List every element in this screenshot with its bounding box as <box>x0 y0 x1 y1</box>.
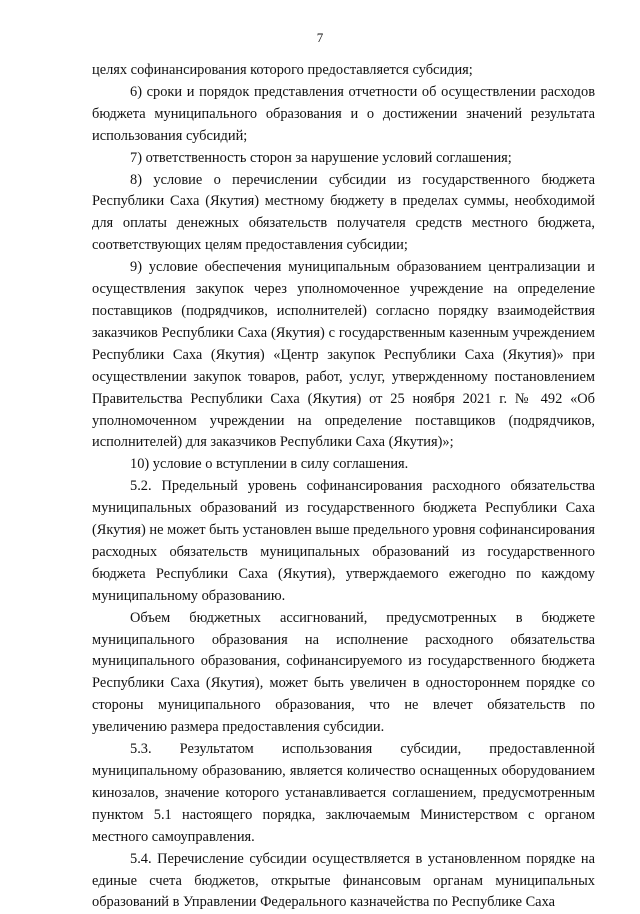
page-number: 7 <box>316 30 324 45</box>
paragraph-1: целях софинансирования которого предоставляется субсидия; <box>92 62 473 78</box>
paragraph-5: 9) условие обеспечения муниципальным образованием централизации и осуществления закупок через уполномоченное учреждение на определение поставщиков (подрядчиков, исполнителей) согласно порядку взаимодействия заказчиков Республики Саха (Якутия) с государственным казенным учреждением Республики Саха (Якутия) «Центр закупок Республики Саха (Якутия)» при осуществлении закупок товаров, работ, услуг, утвержденному постановлением Правительства Республики Саха (Якутия) от 25 ноября 2021 г. № 492 «Об уполномоченном учреждении на определение поставщиков (подрядчиков, исполнителей) для заказчиков Республики Саха (Якутия)»; <box>92 259 595 451</box>
paragraph-3: 7) ответственность сторон за нарушение условий соглашения; <box>130 149 512 166</box>
paragraph-4: 8) условие о перечислении субсидии из государственного бюджета Республики Саха (Якутия) местному бюджету в пределах суммы, необходимой для оплаты денежных обязательств получателя средств местного бюджета, соответствующих целям предоставления субсидии; <box>92 171 595 254</box>
paragraph-9: 5.3. Результатом использования субсидии, предоставленной муниципальному образованию, является количество оснащенных оборудованием кинозалов, значение которого устанавливается соглашением, предусмотренным пунктом 5.1 настоящего порядка, заключаемым Министерством с органом местного самоуправления. <box>92 741 595 845</box>
paragraph-2: 6) сроки и порядок представления отчетности об осуществлении расходов бюджета муниципального образования и о достижении значений результата использования субсидий; <box>92 83 595 144</box>
paragraph-10: 5.4. Перечисление субсидии осуществляется в установленном порядке на единые счета бюджетов, открытые финансовым органам муниципальных образований в Управлении Федерального казначейства по Республике Саха <box>92 850 595 911</box>
paragraph-8: Объем бюджетных ассигнований, предусмотренных в бюджете муниципального образования на исполнение расходного обязательства муниципального образования, софинансируемого из государственного бюджета Республики Саха (Якутия), может быть увеличен в одностороннем порядке со стороны муниципального образования, что не влечет обязательств по увеличению размера предоставления субсидии. <box>92 609 595 736</box>
paragraph-6: 10) условие о вступлении в силу соглашения. <box>130 456 409 473</box>
paragraph-7: 5.2. Предельный уровень софинансирования расходного обязательства муниципальных образований из государственного бюджета Республики Саха (Якутия) не может быть установлен выше предельного уровня софинансирования расходных обязательств муниципальных образований из государственного бюджета Республики Саха (Якутия), утверждаемого ежегодно по каждому муниципальному образованию. <box>92 478 595 604</box>
document-body <box>92 60 595 914</box>
